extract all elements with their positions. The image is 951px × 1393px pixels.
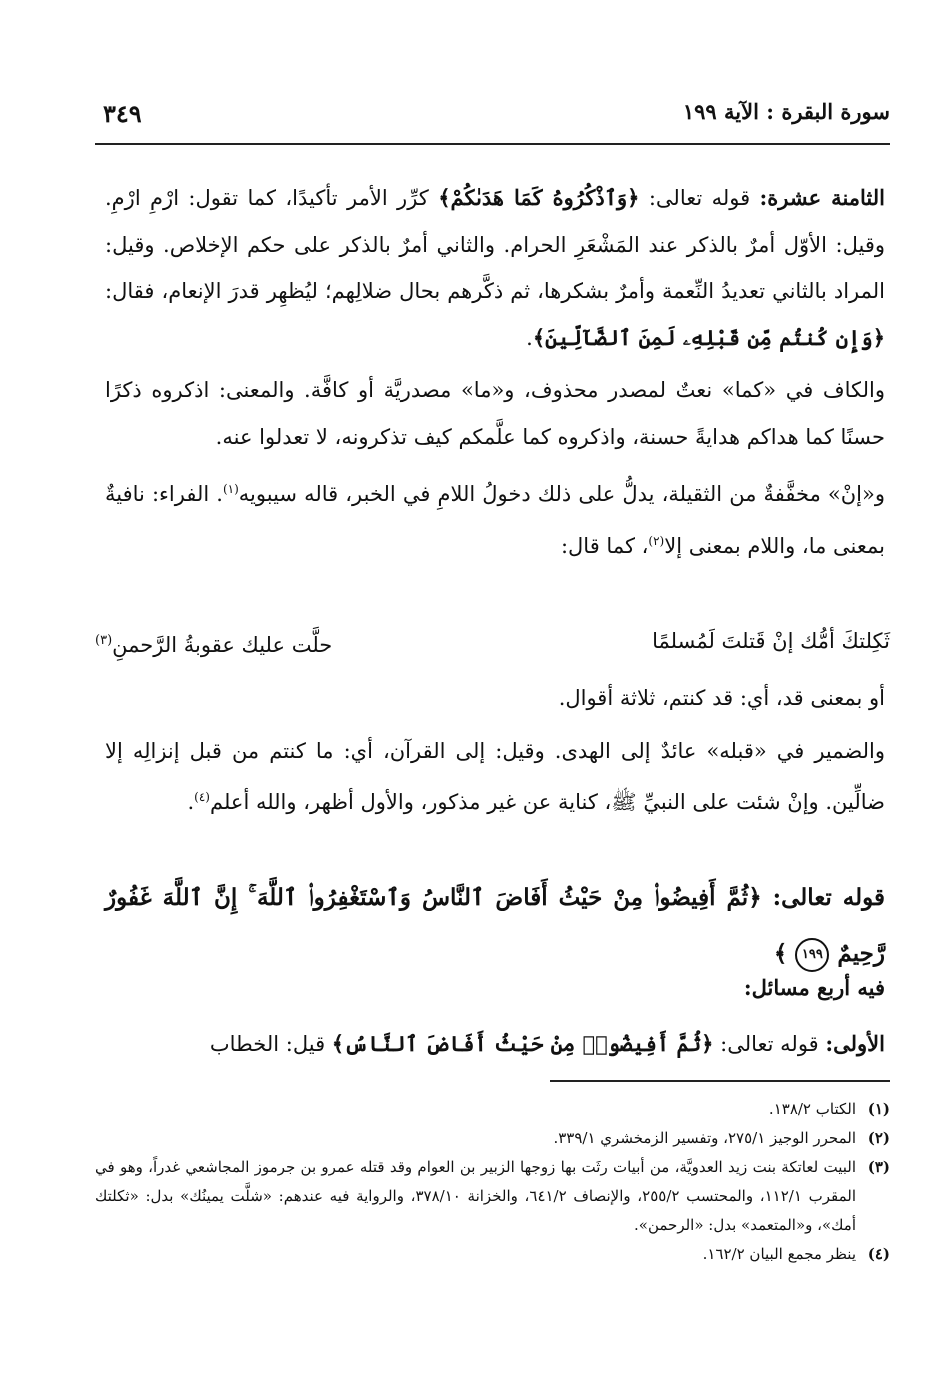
page-number: ٣٤٩ <box>103 99 142 128</box>
footnote-number: (١) <box>867 1100 890 1118</box>
footnote-text: ينظر مجمع البيان ١٦٢/٢. <box>702 1245 856 1263</box>
footnote <box>95 1240 890 1269</box>
text-run: ، كما قال: <box>560 533 649 558</box>
footnote-ref: (١) <box>222 482 239 496</box>
ayah-number-marker: ١٩٩ <box>795 938 829 972</box>
footnote-text: البيت لعاتكة بنت زيد العدويَّة، من أبيات رثَت بها زوجها الزبير بن العوام وقد قتله عمرو بن جرموز المجاشعي غدراً، وهو في المقرب ١١٢/١، والمحتسب ٢٥٥/٢، والإنصاف ٦٤١/٢، والخزانة ٣٧٨/١٠، والرواية فيه عندهم: «شلَّت يمينُك» بدل: «ثكلتك أمك»، و«المتعمد» بدل: «الرحمن». <box>95 1158 856 1234</box>
footnote-number: (٢) <box>867 1129 890 1147</box>
quran-quote: ﴿وَإِن كُنتُم مِّن قَبْلِهِۦ لَمِنَ ٱلضَّآلِّينَ﴾ <box>532 324 885 350</box>
footnote-number: (٣) <box>867 1158 890 1176</box>
poetry-verse <box>95 617 890 669</box>
paragraph-wrap: والضمير في «قبله» عائدٌ إلى الهدى. وقيل: إلى القرآن، أي: ما كنتم من قبل إنزالِه إلا ضالِّين. وإنْ شئت على النبيِّ ﷺ، كناية عن غير مذكور، والأول أظهر، والله أعلم$^{(٤)}$. <box>105 738 885 814</box>
issue-intro: قوله تعالى: <box>713 1032 826 1056</box>
verse-hemistich-1: ثَكِلتكَ أمُّك إنْ قَتلتَ لَمُسلمًا <box>652 629 890 653</box>
footnotes <box>95 1095 890 1269</box>
footnote-ref: (٢) <box>648 533 665 548</box>
text-run: قوله تعالى: <box>639 186 760 210</box>
header-rule <box>95 143 890 145</box>
quran-quote: ﴿وَٱذْكُرُوهُ كَمَا هَدَىٰكُمْ﴾ <box>438 185 640 210</box>
paragraph <box>105 175 885 361</box>
quran-quote: ﴿ثُمَّ أَفِيضُوا۟ مِنْ حَيْثُ أَفَاضَ ٱلنَّاسُ﴾ <box>331 1031 714 1056</box>
issue-label: الثامنة عشرة: <box>759 185 885 210</box>
footnote <box>95 1124 890 1153</box>
paragraph: والضمير في «قبله» عائدٌ إلى الهدى. وقيل: إلى القرآن، أي: ما كنتم من قبل إنزالِه إلا ضالِّين. وإنْ شئت على النبيِّ ﷺ، كناية عن غير مذكور، والأول أظهر، والله أعلم <box>105 738 885 814</box>
paragraph <box>105 466 885 569</box>
verse-hemistich-2: حلَّت عليك عقوبةُ الرَّحمنِ <box>112 633 333 657</box>
book-page <box>95 95 890 1315</box>
running-title: سورة البقرة : الآية ١٩٩ <box>682 99 890 124</box>
footnote <box>95 1095 890 1124</box>
footnote-number: (٤) <box>867 1245 890 1263</box>
text-run: . <box>526 325 533 350</box>
paragraph: أو بمعنى قد، أي: قد كنتم، ثلاثة أقوال. <box>558 686 885 710</box>
section-heading: فيه أربع مسائل: <box>743 975 885 1000</box>
ayah-heading <box>105 870 885 982</box>
text-run: و«إنْ» مخفَّفةٌ من الثقيلة، يدلُّ على ذلك دخولُ اللامِ في الخبر، قاله سيبويه <box>238 482 886 506</box>
first-issue-paragraph <box>105 1021 885 1067</box>
footnote-ref: (٣) <box>95 633 113 648</box>
footnote <box>95 1153 890 1240</box>
footnote-text: المحرر الوجيز ٢٧٥/١، وتفسير الزمخشري ٣٣٩/١. <box>553 1129 856 1147</box>
ayah-intro: قوله تعالى: <box>761 884 885 911</box>
after-verse-text <box>105 675 885 826</box>
text-run: والكاف في «كما» نعتٌ لمصدر محذوف، و«ما» مصدريَّة أو كافَّة. والمعنى: اذكروه ذكرًا حسنًا كما هداكم هدايةً حسنة، واذكروه كما علَّمكم كيف تذكرونه، لا تعدلوا عنه. <box>105 378 885 449</box>
issue-label: الأولى: <box>825 1031 885 1056</box>
text-run: كرِّر الأمر تأكيدًا، كما تقول: ارْمِ ارْمِ. وقيل: الأوّل أمرٌ بالذكر عند المَشْعَرِ الحرام. والثاني أمرٌ بالذكر على حكم الإخلاص. وقيل: المراد بالثاني تعديدُ النِّعمة وأمرٌ بشكرها، ثم ذكَّرهم بحال ضلالِهم؛ ليُظهِر قدرَ الإنعام، فقال: <box>105 186 885 303</box>
footnote-text: الكتاب ١٣٨/٢. <box>768 1100 856 1118</box>
text-run: . الفراء: نافيةٌ بمعنى ما، واللام بمعنى إلا <box>105 482 885 558</box>
paragraph <box>105 367 885 460</box>
footnote-separator <box>550 1080 890 1082</box>
issue-text: قيل: الخطاب <box>209 1032 332 1056</box>
ayah-close-bracket: ﴾ <box>773 940 788 967</box>
commentary-body <box>105 175 885 569</box>
verse-hemistich-2-wrap <box>95 617 332 669</box>
ayah-text: ﴿ثُمَّ أَفِيضُوا۟ مِنْ حَيْثُ أَفَاضَ ٱلنَّاسُ وَٱسْتَغْفِرُوا۟ ٱللَّهَ ۚ إِنَّ ٱللَّهَ غَفُورٌ رَّحِيمٌ <box>105 884 885 967</box>
page-header <box>95 95 890 141</box>
footnote-ref: (٤) <box>194 790 210 804</box>
